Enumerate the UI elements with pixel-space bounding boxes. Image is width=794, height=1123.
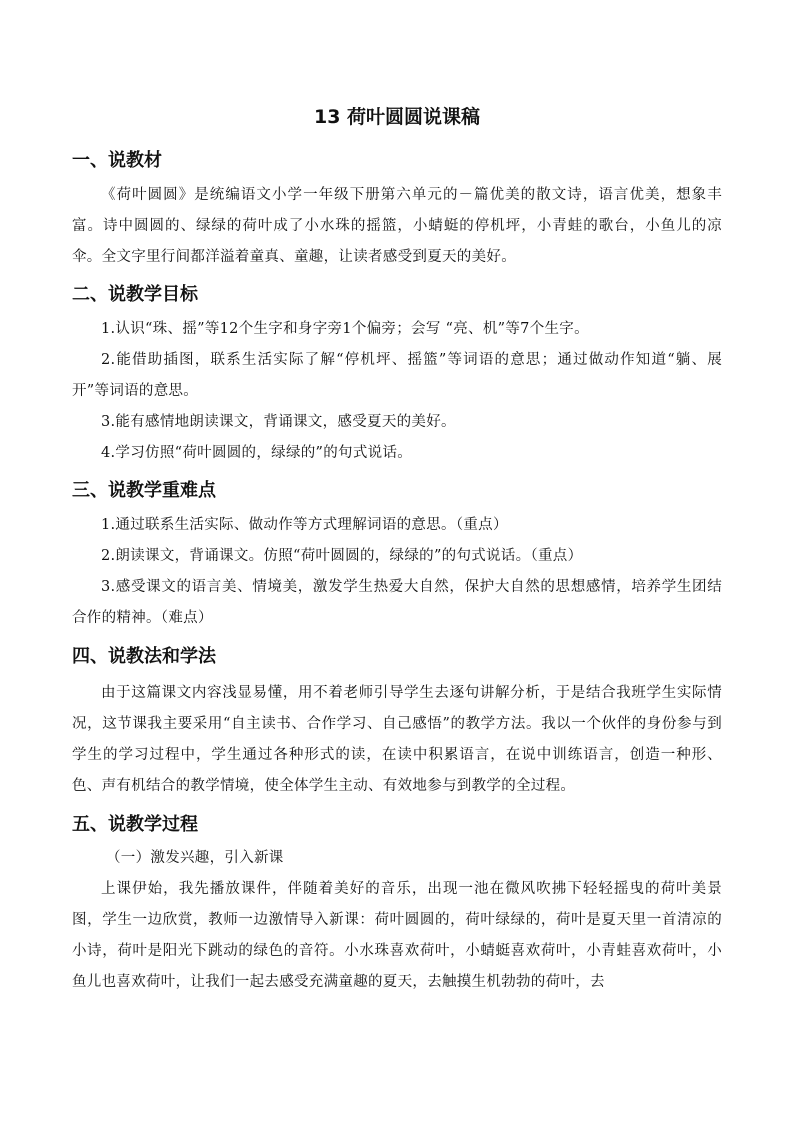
objective-item-1: 1.认识“珠、摇”等12个生字和身字旁1个偏旁；会写 “亮、机”等7个生字。 xyxy=(101,321,589,337)
key-point-item-1: 1.通过联系生活实际、做动作等方式理解词语的意思。（重点） xyxy=(101,517,508,533)
key-point-item-3: 3.感受课文的语言美、情境美，激发学生热爱大自然，保护大自然的思想感情，培养学生团结合作的精神。（难点） xyxy=(72,579,722,626)
paragraph-process-intro: 上课伊始，我先播放课件，伴随着美好的音乐，出现一池在微风吹拂下轻轻摇曳的荷叶美景图，学生一边欣赏，教师一边激情导入新课：荷叶圆圆的，荷叶绿绿的，荷叶是夏天里一首清凉的小诗，荷叶是阳光下跳动的绿色的音符。小水珠喜欢荷叶，小蜻蜓喜欢荷叶，小青蛙喜欢荷叶，小鱼儿也喜欢荷叶，让我们一起去感受充满童趣的夏天，去触摸生机勃勃的荷叶，去 xyxy=(72,881,722,990)
section-heading-key-points: 三、说教学重难点 xyxy=(72,480,216,501)
paragraph-methods: 由于这篇课文内容浅显易懂，用不着老师引导学生去逐句讲解分析，于是结合我班学生实际情况，这节课我主要采用“自主读书、合作学习、自己感悟”的教学方法。我以一个伙伴的身份参与到学生的学习过程中，学生通过各种形式的读，在读中积累语言，在说中训练语言，创造一种形、色、声有机结合的教学情境，使全体学生主动、有效地参与到教学的全过程。 xyxy=(72,685,722,794)
section-heading-methods: 四、说教法和学法 xyxy=(72,646,216,667)
paragraph-textbook-intro: 《荷叶圆圆》是统编语文小学一年级下册第六单元的－篇优美的散文诗，语言优美，想象丰富。诗中圆圆的、绿绿的荷叶成了小水珠的摇篮，小蜻蜓的停机坪，小青蛙的歌台，小鱼儿的凉伞。全文字里行间都洋溢着童真、童趣，让读者感受到夏天的美好。 xyxy=(72,187,722,265)
section-heading-objectives: 二、说教学目标 xyxy=(72,284,198,305)
key-point-item-2: 2.朗读课文，背诵课文。仿照“荷叶圆圆的，绿绿的”的句式说话。（重点） xyxy=(101,548,583,564)
objective-item-2: 2.能借助插图，联系生活实际了解“停机坪、摇篮”等词语的意思；通过做动作知道“躺、展开”等词语的意思。 xyxy=(72,352,722,399)
objective-item-4: 4.学习仿照“荷叶圆圆的，绿绿的”的句式说话。 xyxy=(101,445,413,461)
section-heading-textbook: 一、说教材 xyxy=(72,150,162,171)
objective-item-3: 3.能有感情地朗读课文，背诵课文，感受夏天的美好。 xyxy=(101,414,456,430)
section-heading-process: 五、说教学过程 xyxy=(72,814,198,835)
page-title: 13 荷叶圆圆说课稿 xyxy=(313,106,481,128)
process-subheading-1: （一）激发兴趣，引入新课 xyxy=(106,850,284,866)
